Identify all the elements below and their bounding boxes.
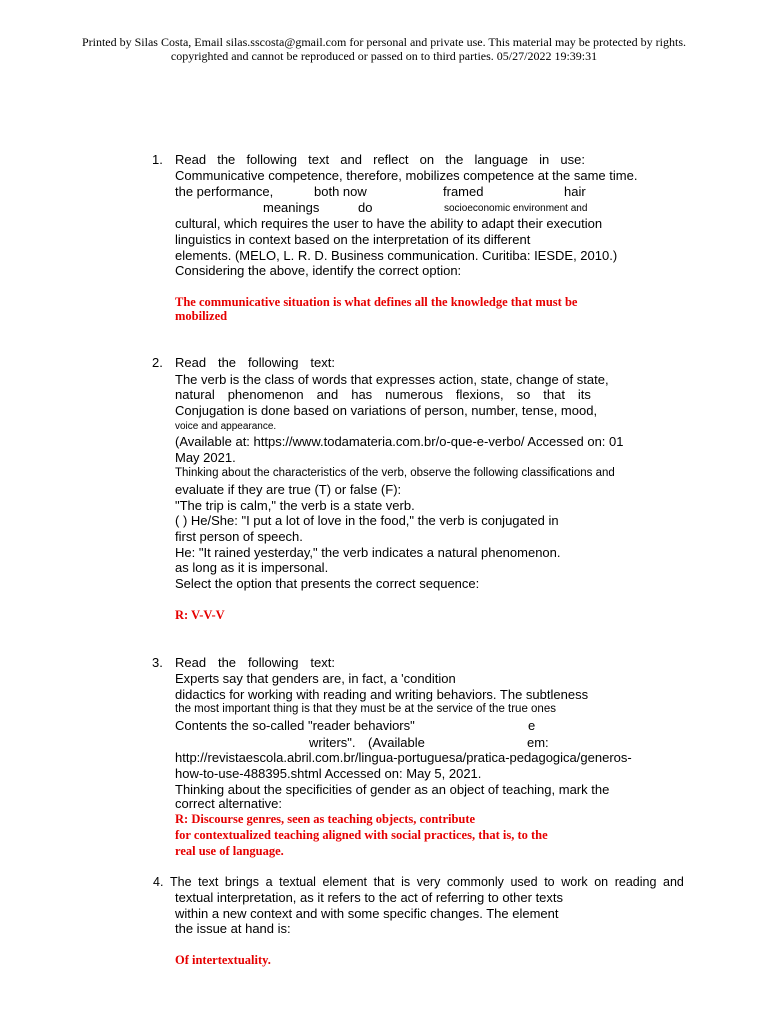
answer-1-line-1: The communicative situation is what defines all the knowledge that must be: [175, 295, 578, 309]
question-line: Experts say that genders are, in fact, a 'condition: [175, 671, 456, 686]
word: following: [246, 152, 298, 167]
word: The: [170, 875, 192, 889]
answer-2: R: V-V-V: [175, 608, 225, 622]
question-line: the issue at hand is:: [175, 921, 291, 936]
question-line: within a new context and with some specific changes. The element: [175, 906, 559, 921]
question-line: The verb is the class of words that expresses action, state, change of state,: [175, 372, 609, 387]
word: very: [416, 875, 441, 889]
question-line: how-to-use-488395.shtml Accessed on: May 5, 2021.: [175, 766, 482, 781]
line-fragment: the performance,: [175, 184, 274, 199]
word: a: [265, 875, 273, 889]
word: and: [663, 875, 684, 889]
question-line: evaluate if they are true (T) or false (F):: [175, 482, 402, 497]
word: phenomenon: [227, 387, 304, 402]
word: on: [419, 152, 435, 167]
word: on: [594, 875, 609, 889]
line-fragment: e: [528, 718, 536, 733]
word: Read: [175, 355, 207, 370]
question-line: Communicative competence, therefore, mobilizes competence at the same time.: [175, 168, 638, 183]
word: the: [217, 355, 237, 370]
line-fragment: do: [358, 200, 373, 215]
question-line: elements. (MELO, L. R. D. Business communication. Curitiba: IESDE, 2010.): [175, 248, 618, 263]
line-fragment: writers".: [309, 735, 356, 750]
answer-3-line-3: real use of language.: [175, 844, 284, 858]
word: in: [539, 152, 550, 167]
question-line: cultural, which requires the user to have the ability to adapt their execution: [175, 216, 603, 231]
question-line: didactics for working with reading and writing behaviors. The subtleness: [175, 687, 589, 702]
word: work: [561, 875, 588, 889]
word: used: [510, 875, 538, 889]
word: textual: [279, 875, 316, 889]
question-line: linguistics in context based on the interpretation of its different: [175, 232, 531, 247]
line-fragment: socioeconomic environment and: [444, 203, 588, 214]
answer-3-line-1: R: Discourse genres, seen as teaching objects, contribute: [175, 812, 476, 826]
question-number: 3.: [152, 655, 163, 670]
question-line: Considering the above, identify the correct option:: [175, 263, 462, 278]
word: text:: [310, 355, 335, 370]
question-line: Conjugation is done based on variations of person, number, tense, mood,: [175, 403, 598, 418]
word: so: [516, 387, 531, 402]
line-fragment: both now: [314, 184, 367, 199]
word: Read: [175, 152, 207, 167]
question-line: voice and appearance.: [175, 421, 277, 432]
question-line: ( ) He/She: "I put a lot of love in the food," the verb is conjugated in: [175, 513, 559, 528]
word: brings: [224, 875, 259, 889]
word: that: [543, 387, 565, 402]
word: 4.: [153, 875, 164, 889]
word: text: [198, 875, 219, 889]
word: following: [247, 355, 299, 370]
word: commonly: [446, 875, 504, 889]
word: reading: [614, 875, 657, 889]
word: text:: [310, 655, 335, 670]
word: natural: [175, 387, 215, 402]
question-4: [152, 875, 692, 945]
word: is: [401, 875, 411, 889]
word: following: [247, 655, 299, 670]
question-line: [175, 355, 335, 371]
question-2: [152, 355, 652, 595]
word: its: [577, 387, 591, 402]
question-3: [152, 655, 652, 815]
question-line: first person of speech.: [175, 529, 303, 544]
word: has: [351, 387, 373, 402]
question-line: the most important thing is that they must be at the service of the true ones: [175, 703, 556, 715]
word: element: [322, 875, 368, 889]
word: language: [474, 152, 528, 167]
word: to: [544, 875, 555, 889]
line-fragment: hair: [564, 184, 586, 199]
word: the: [217, 655, 237, 670]
question-line: [175, 655, 335, 671]
answer-1-line-2: mobilized: [175, 309, 228, 323]
word: the: [445, 152, 464, 167]
question-line: [153, 875, 684, 891]
line-fragment: em:: [527, 735, 549, 750]
print-header-line-1: Printed by Silas Costa, Email silas.sscosta@gmail.com for personal and private use. This material may be protected by rights.: [81, 35, 687, 49]
question-line: Thinking about the specificities of gender as an object of teaching, mark the: [175, 782, 610, 797]
word: that: [373, 875, 395, 889]
word: numerous: [385, 387, 443, 402]
line-fragment: meanings: [263, 200, 320, 215]
print-header: [0, 35, 768, 63]
question-line: He: "It rained yesterday," the verb indicates a natural phenomenon.: [175, 545, 561, 560]
word: the: [217, 152, 236, 167]
word: and: [340, 152, 362, 167]
question-line: Thinking about the characteristics of the verb, observe the following classifications and: [175, 467, 615, 479]
word: and: [316, 387, 339, 402]
question-line: [175, 387, 591, 403]
word: use:: [560, 152, 585, 167]
word: reflect: [373, 152, 409, 167]
question-line: Select the option that presents the correct sequence:: [175, 576, 480, 591]
question-line: May 2021.: [175, 450, 236, 465]
question-number: 1.: [152, 152, 163, 167]
line-fragment: (Available: [368, 735, 425, 750]
print-header-line-2: copyrighted and cannot be reproduced or passed on to third parties. 05/27/2022 19:39:31: [170, 49, 598, 63]
question-line: (Available at: https://www.todamateria.com.br/o-que-e-verbo/ Accessed on: 01: [175, 434, 624, 449]
word: Read: [175, 655, 207, 670]
question-line: http://revistaescola.abril.com.br/lingua-portuguesa/pratica-pedagogica/generos-: [175, 750, 632, 765]
question-number: 2.: [152, 355, 163, 370]
line-fragment: framed: [443, 184, 484, 199]
word: flexions,: [455, 387, 504, 402]
word: text: [308, 152, 330, 167]
answer-4: Of intertextuality.: [175, 953, 271, 967]
question-line: textual interpretation, as it refers to the act of referring to other texts: [175, 890, 564, 905]
answer-3-line-2: for contextualized teaching aligned with social practices, that is, to the: [175, 828, 548, 842]
question-line: as long as it is impersonal.: [175, 560, 329, 575]
question-line: correct alternative:: [175, 796, 282, 811]
question-line: "The trip is calm," the verb is a state verb.: [175, 498, 415, 513]
question-line: [175, 152, 585, 168]
line-fragment: Contents the so-called "reader behaviors": [175, 718, 415, 733]
